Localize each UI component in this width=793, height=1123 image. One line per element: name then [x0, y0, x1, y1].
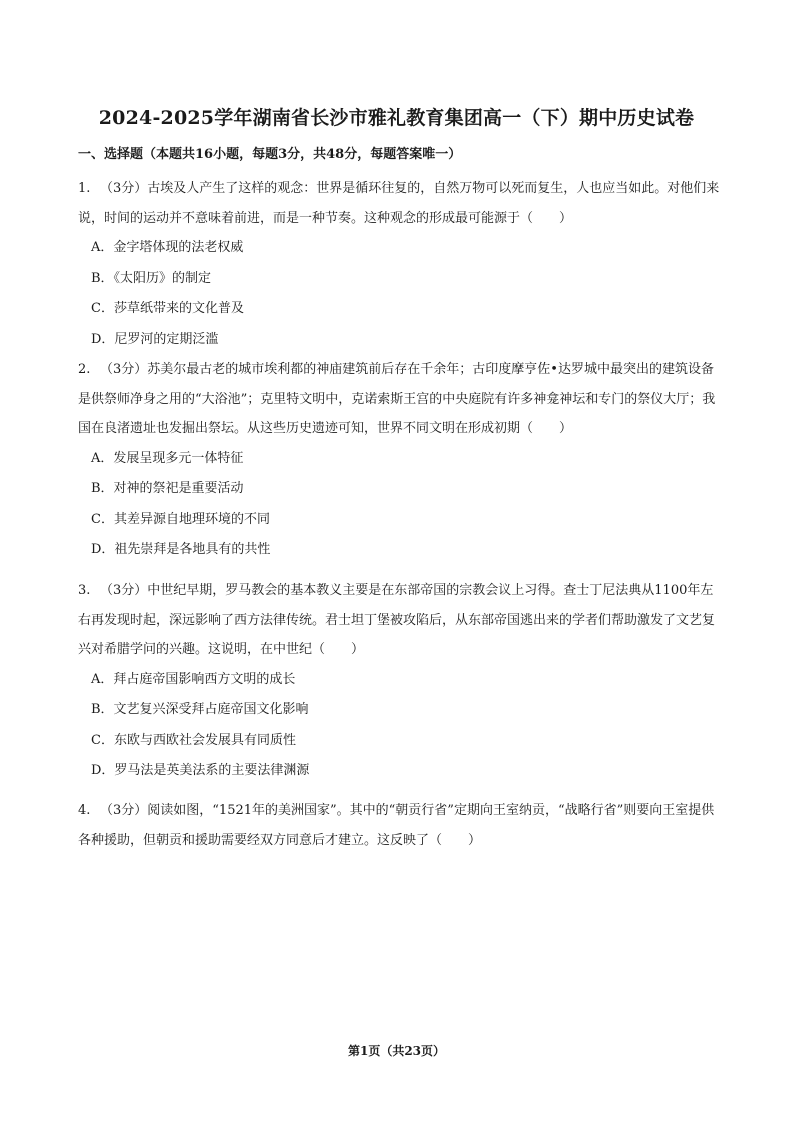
- option-a: A．拜占庭帝国影响西方文明的成长: [91, 671, 296, 687]
- option-a: A．金字塔体现的法老权威: [91, 240, 244, 255]
- option-a: A．发展呈现多元一体特征: [91, 450, 244, 466]
- option-list: [78, 444, 723, 566]
- question-number: 2.: [78, 362, 91, 377]
- option-d: D．罗马法是英美法系的主要法律渊源: [91, 763, 310, 778]
- option-b: B．《太阳历》的制定: [91, 270, 212, 286]
- option-d: D．祖先崇拜是各地具有的共性: [91, 542, 271, 557]
- option-b: B．文艺复兴深受拜占庭帝国文化影响: [91, 702, 309, 717]
- question-stem: 2. （3分）苏美尔最古老的城市埃利都的神庙建筑前后存在千余年；古印度摩亨佐•达罗城中最突出的建筑设备是供祭师净身之用的“大浴池”；克里特文明中，克诺索斯王宫的中央庭院有许多神龛神坛和专门的祭仪大厅；我国在良渚遗址也发掘出祭坛。从这些历史遗迹可知，世界不同文明在形成初期（ ）: [78, 355, 723, 444]
- option-d: D．尼罗河的定期泛滥: [91, 331, 219, 347]
- question-number: 4.: [78, 803, 91, 818]
- question-4: [78, 796, 723, 855]
- question-number: 1.: [78, 181, 91, 196]
- option-b: B．对神的祭祀是重要活动: [91, 481, 244, 496]
- option-list: [78, 233, 723, 355]
- question-2: [78, 355, 723, 566]
- exam-title: 2024-2025学年湖南省长沙市雅礼教育集团高一（下）期中历史试卷: [98, 107, 695, 129]
- question-number: 3.: [78, 583, 91, 598]
- section-heading: 一、选择题（本题共16小题，每题3分，共48分，每题答案唯一）: [78, 147, 462, 162]
- option-c: C．其差异源自地理环境的不同: [91, 511, 270, 527]
- question-stem: 1. （3分）古埃及人产生了这样的观念：世界是循环往复的，自然万物可以死而复生，人也应当如此。对他们来说，时间的运动并不意味着前进，而是一种节奏。这种观念的形成最可能源于（ ）: [78, 174, 723, 233]
- question-stem: 3. （3分）中世纪早期，罗马教会的基本教义主要是在东部帝国的宗教会议上习得。查士丁尼法典从1100年左右再发现时起，深远影响了西方法律传统。君士坦丁堡被攻陷后，从东部帝国逃出来的学者们帮助激发了文艺复兴对希腊学问的兴趣。这说明，在中世纪（ ）: [78, 576, 723, 665]
- page-footer: 第1页（共23页）: [347, 1044, 446, 1058]
- question-3: [78, 576, 723, 787]
- question-stem: 4. （3分）阅读如图，“1521年的美洲国家”。其中的“朝贡行省”定期向王室纳贡，“战略行省”则要向王室提供各种援助，但朝贡和援助需要经双方同意后才建立。这反映了（ ）: [78, 796, 723, 855]
- question-1: [78, 174, 723, 355]
- option-list: [78, 665, 723, 787]
- option-c: C．东欧与西欧社会发展具有同质性: [91, 732, 296, 748]
- option-c: C．莎草纸带来的文化普及: [91, 301, 244, 316]
